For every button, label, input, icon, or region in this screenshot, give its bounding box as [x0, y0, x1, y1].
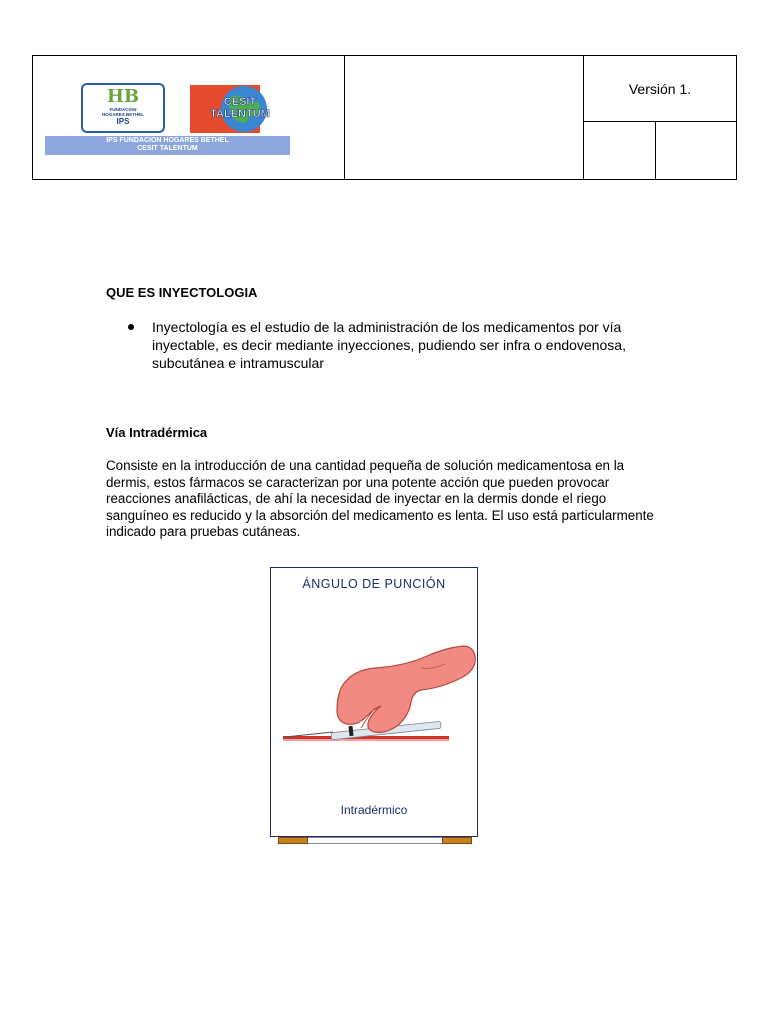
figure-title: ÁNGULO DE PUNCIÓN: [302, 577, 446, 591]
version-cell: [584, 56, 736, 122]
logo-hb-mark: HB: [106, 86, 140, 107]
glove-hand-icon: [337, 646, 475, 732]
section-heading-inyectologia: QUE ES INYECTOLOGIA: [106, 285, 258, 300]
puncture-angle-figure: [270, 567, 478, 837]
section-heading-intradermica: Vía Intradérmica: [106, 425, 208, 440]
figure-foot-left: [278, 837, 308, 844]
logo-cell: [33, 56, 345, 179]
figure-foot-right: [442, 837, 472, 844]
list-item: [126, 318, 666, 372]
logo-cesit-line1: CESIT: [223, 96, 257, 108]
logo-cesit-line2: TALENTUM: [210, 108, 270, 120]
logo-hb-line3: IPS: [116, 117, 130, 126]
bullet-dot-icon: [128, 324, 134, 330]
cesit-talentum-logo: [188, 83, 283, 135]
hogares-bethel-logo: [81, 83, 165, 133]
header-middle-cell: [345, 56, 584, 179]
header-table: [32, 55, 737, 180]
logo-hb-line2: HOGARES BETHEL: [101, 112, 144, 117]
figure-caption: Intradérmico: [340, 803, 408, 817]
bullet-text: Inyectología es el estudio de la administración de los medicamentos por vía inyectable, es decir mediante inyecciones, pudiendo ser infra o endovenosa, subcutánea e intramuscular: [152, 319, 626, 371]
logo-hb-line1: FUNDACION: [109, 107, 137, 112]
logo-band-line2: CESIT TALENTUM: [137, 145, 198, 152]
logo-band-line1: IPS FUNDACION HOGARES BETHEL: [106, 137, 229, 144]
bullet-list: [126, 318, 666, 372]
version-label: Versión 1.: [628, 80, 692, 97]
gloved-hand-syringe-illustration: [271, 628, 477, 758]
logo-band: [45, 136, 290, 155]
header-cell-b: [656, 122, 736, 179]
header-cell-a: [584, 122, 656, 179]
intradermica-paragraph: Consiste en la introducción de una cantidad pequeña de solución medicamentosa en la dermis, estos fármacos se caracterizan por una potente acción que pueden provocar reacciones anafilácticas, de ahí la necesidad de inyectar en la dermis donde el riego sanguíneo es reducido y la absorción del medicamento es lenta. El uso está particularmente indicado para pruebas cutáneas.: [106, 458, 654, 539]
